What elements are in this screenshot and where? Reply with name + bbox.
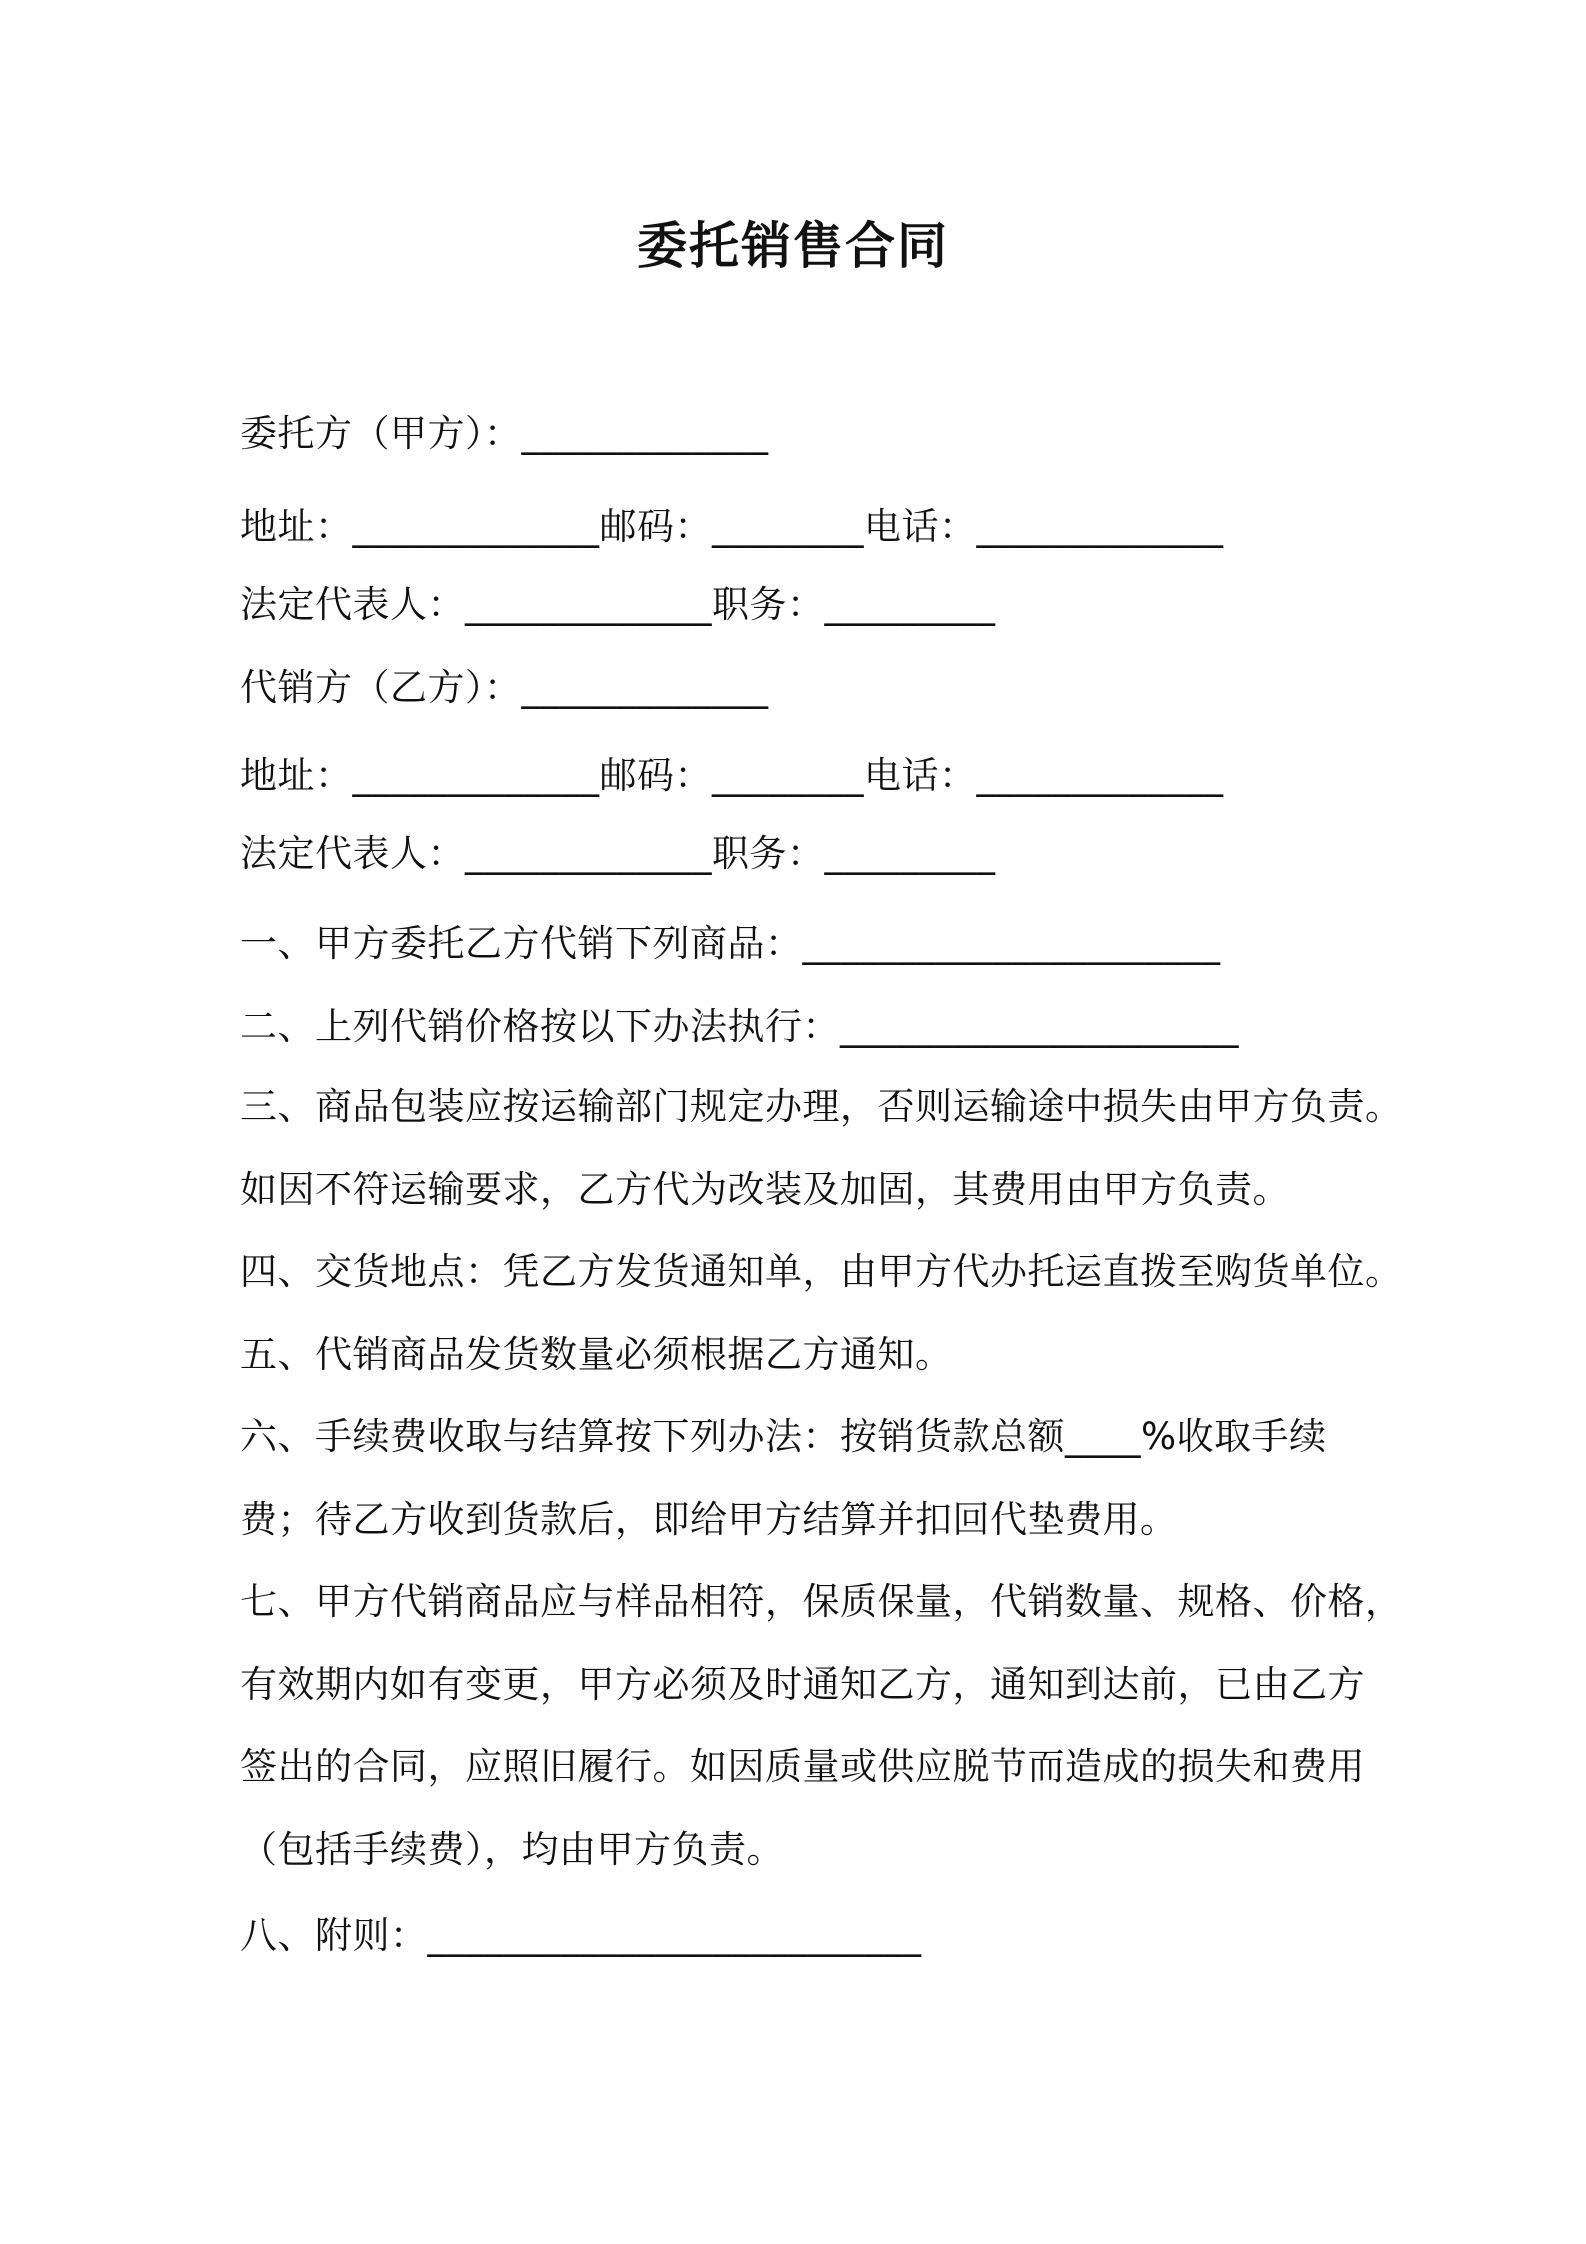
clause-1-line: 一、甲方委托乙方代销下列商品：______________________ <box>240 922 1221 965</box>
clause-5-line: 五、代销商品发货数量必须根据乙方通知。 <box>240 1333 953 1376</box>
clause-2-line: 二、上列代销价格按以下办法执行：_____________________ <box>240 1005 1239 1048</box>
clause-7-line: 七、甲方代销商品应与样品相符，保质保量，代销数量、规格、价格， <box>240 1580 1403 1623</box>
party-a-representative-line: 法定代表人：_____________职务：_________ <box>240 583 996 626</box>
clause-7-continued-line-2: 签出的合同，应照旧履行。如因质量或供应脱节而造成的损失和费用 <box>240 1745 1365 1788</box>
document-title: 委托销售合同 <box>637 217 949 275</box>
clause-8-line: 八、附则：__________________________ <box>240 1914 922 1957</box>
clause-6-line: 六、手续费收取与结算按下列办法：按销货款总额____%收取手续 <box>240 1415 1327 1458</box>
party-b-address-line: 地址：_____________邮码：________电话：_____________ <box>240 754 1224 797</box>
clause-6-continued-line: 费；待乙方收到货款后，即给甲方结算并扣回代垫费用。 <box>240 1498 1178 1541</box>
clause-3-continued-line: 如因不符运输要求，乙方代为改装及加固，其费用由甲方负责。 <box>240 1168 1290 1211</box>
clause-3-line: 三、商品包装应按运输部门规定办理，否则运输途中损失由甲方负责。 <box>240 1085 1403 1128</box>
party-a-name-line: 委托方（甲方）：_____________ <box>240 412 769 455</box>
clause-4-line: 四、交货地点：凭乙方发货通知单，由甲方代办托运直拨至购货单位。 <box>240 1250 1403 1293</box>
clause-7-continued-line-3: （包括手续费），均由甲方负责。 <box>240 1828 784 1871</box>
clause-7-continued-line-1: 有效期内如有变更，甲方必须及时通知乙方，通知到达前，已由乙方 <box>240 1663 1365 1706</box>
party-b-name-line: 代销方（乙方）：_____________ <box>240 666 769 709</box>
party-b-representative-line: 法定代表人：_____________职务：_________ <box>240 832 996 875</box>
party-a-address-line: 地址：_____________邮码：________电话：_____________ <box>240 505 1224 548</box>
